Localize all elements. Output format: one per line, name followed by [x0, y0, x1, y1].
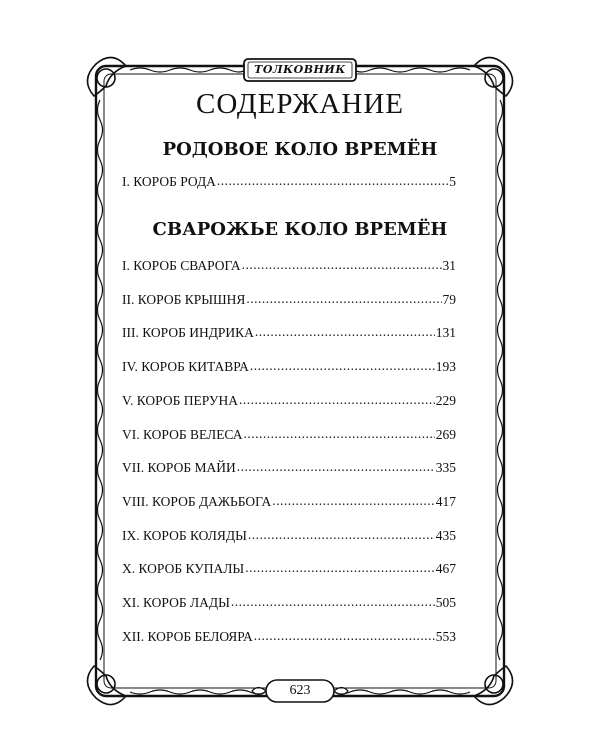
toc-entry[interactable] — [122, 174, 456, 194]
dot-leader — [244, 426, 435, 442]
toc-entry-label: XI. КОРОБ ЛАДЫ — [122, 595, 230, 610]
dot-leader — [231, 594, 435, 610]
toc-entry-label: I. КОРОБ СВАРОГА — [122, 258, 241, 273]
section-title-svarozhe: СВАРОЖЬЕ КОЛО ВРЕМЁН — [152, 219, 448, 240]
toc-entry-page: 193 — [435, 359, 456, 375]
page-number: 623 — [289, 683, 311, 698]
toc-entry-page: 467 — [435, 561, 456, 577]
toc-entry[interactable] — [122, 393, 456, 413]
toc-entry-label: V. КОРОБ ПЕРУНА — [122, 392, 238, 408]
toc-entry-label: III. КОРОБ ИНДРИКА — [122, 325, 254, 341]
toc-entry-label: I. КОРОБ РОДА — [122, 174, 216, 189]
dot-leader — [272, 493, 434, 509]
dot-leader — [237, 459, 435, 475]
toc-entry-page: 417 — [435, 493, 456, 509]
section-title-rodovoe: РОДОВОЕ КОЛО ВРЕМЁН — [162, 139, 438, 160]
toc-entry-page: 553 — [435, 628, 456, 644]
running-header: ТОЛКОВНИК — [254, 63, 346, 76]
toc-entry-label: VIII. КОРОБ ДАЖЬБОГА — [122, 493, 272, 509]
page-title: СОДЕРЖАНИЕ — [196, 88, 404, 120]
dot-leader — [255, 324, 435, 340]
toc-entry-page: 79 — [442, 291, 456, 307]
toc-entry[interactable] — [122, 325, 456, 345]
dot-leader — [217, 173, 448, 189]
toc-entry[interactable] — [122, 359, 456, 379]
toc-entry[interactable] — [122, 561, 456, 581]
toc-entry-page: 31 — [442, 258, 456, 273]
toc-entry[interactable] — [122, 595, 456, 615]
toc-entry-label: IV. КОРОБ КИТАВРА — [122, 359, 249, 375]
toc-entry-label: XII. КОРОБ БЕЛОЯРА — [122, 628, 253, 644]
toc-entry[interactable] — [122, 292, 456, 312]
toc-entry[interactable] — [122, 629, 456, 649]
toc-entry-page: 229 — [435, 392, 456, 408]
dot-leader — [246, 291, 441, 307]
toc-entry[interactable] — [122, 427, 456, 447]
dot-leader — [248, 527, 435, 543]
toc-entry-label: IX. КОРОБ КОЛЯДЫ — [122, 527, 247, 543]
toc-entry[interactable] — [122, 258, 456, 278]
toc-entry-page: 505 — [435, 595, 456, 610]
toc-entry-page: 131 — [435, 325, 456, 341]
dot-leader — [245, 560, 435, 576]
toc-entry-label: X. КОРОБ КУПАЛЫ — [122, 561, 245, 577]
dot-leader — [242, 257, 442, 273]
toc-entry-page: 435 — [435, 527, 456, 543]
toc-entry[interactable] — [122, 460, 456, 480]
dot-leader — [239, 392, 435, 408]
toc-entry-label: II. КОРОБ КРЫШНЯ — [122, 291, 246, 307]
toc-entry[interactable] — [122, 494, 456, 514]
dot-leader — [250, 358, 435, 374]
toc-entry-page: 335 — [435, 460, 456, 476]
toc-entry-label: VI. КОРОБ ВЕЛЕСА — [122, 426, 243, 442]
toc-entry-page: 269 — [435, 426, 456, 442]
dot-leader — [254, 628, 435, 644]
toc-entry-label: VII. КОРОБ МАЙИ — [122, 460, 236, 476]
toc-entry[interactable] — [122, 528, 456, 548]
toc-entry-page: 5 — [449, 174, 456, 189]
